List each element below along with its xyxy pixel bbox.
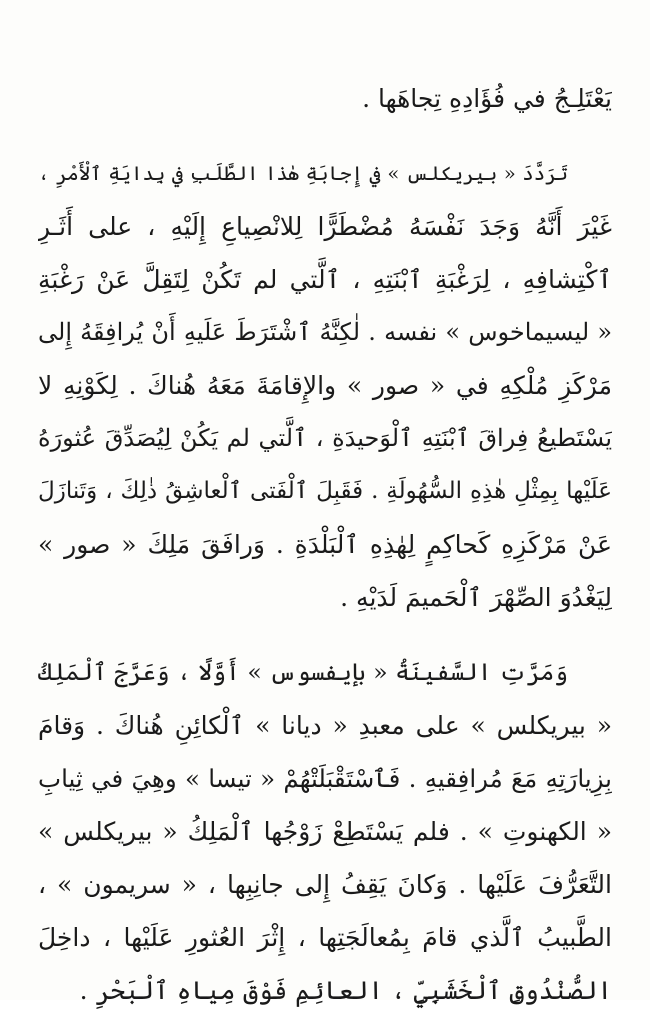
text-line: مَرْكَزِ مُلْكِهِ في « صور » والإِقامَةَ مَعَهُ هُناكَ . لِكَوْنِهِ لا	[38, 371, 612, 400]
text-line: بِزِيارَتِهِ مَعَ مُرافِقيهِ . فَٱسْتَقْبَلَتْهُمْ « تيسا » وهِيَ في ثِيابِ	[38, 764, 612, 793]
paragraph-2	[38, 147, 612, 624]
text-line: عَلَيْها بِمِثْلِ هٰذِهِ السُّهُولَةِ . فَقَبِلَ ٱلْفَتى ٱلْعاشِقُ ذٰلِكَ ، وَتَنازَلَ	[38, 478, 612, 504]
paragraph-1	[38, 72, 612, 125]
text-line: « بيريكلس » على معبدِ « ديانا » ٱلْكائِنِ هُناكَ . وَقامَ	[38, 711, 612, 740]
text-line: الصُّنْدُوقِ ٱلْخَشَبِيِّ ، العائِمِ فَوْقَ مِياهِ ٱلْبَحْرِ .	[79, 976, 612, 1005]
text-line: يَسْتَطيعُ فِراقَ ٱبْنَتِهِ ٱلْوَحيدَةِ ، ٱلَّتي لم يَكُنْ لِيُصَدِّقَ عُثورَهُ	[38, 424, 612, 452]
text-line: الطَّبيبُ ٱلَّذي قامَ بِمُعالَجَتِها ، إِثْرَ العُثورِ عَلَيْها ، داخِلَ	[38, 923, 612, 952]
paragraph-3	[38, 646, 612, 1017]
text-line: ٱكْتِشافِهِ ، لِرَغْبَةِ ٱبْنَتِهِ ، ٱلَّتي لم تَكُنْ لِتَقِلَّ عَنْ رَغْبَةِ	[38, 265, 612, 294]
text-line: وَمَرَّتِ السَّفينَةُ « بإيفسوس » أَوَّلًا ، وَعَرَّجَ ٱلْمَلِكُ	[38, 658, 568, 686]
text-line: تَرَدَّدَ « بيريكلس » في إِجابَةِ هٰذا الطَّلَبِ في بِدايَةِ ٱلْأَمْرِ ،	[38, 162, 568, 185]
text-line: عَنْ مَرْكَزِهِ كَحاكِمٍ لِهٰذِهِ ٱلْبَلْدَةِ . وَرافَقَ مَلِكَ « صور »	[38, 530, 612, 559]
text-line: التَّعَرُّفَ عَلَيْها . وَكانَ يَقِفُ إِلى جانِبِها ، « سريمون » ،	[38, 870, 612, 899]
text-line: « ليسيماخوس » نفسه . لٰكِنَّهُ ٱشْتَرَطَ عَلَيهِ أَنْ يُرافِقَهُ إِلى	[38, 318, 612, 346]
text-line: « الكهنوتِ » . فلم يَسْتَطِعْ زَوْجُها ٱلْمَلِكُ « بيريكلس »	[38, 817, 612, 846]
text-line: يَعْتَلِـجُ في فُؤَادِهِ تِجاهَها .	[362, 84, 612, 113]
text-line: لِيَغْدُوَ الصِّهْرَ ٱلْحَميمَ لَدَيْهِ .	[340, 583, 612, 612]
text-line: غَيْرَ أَنَّهُ وَجَدَ نَفْسَهُ مُضْطَرًّا لِلانْصِياعِ إِلَيْهِ ، على أَثَـرِ	[38, 212, 612, 241]
